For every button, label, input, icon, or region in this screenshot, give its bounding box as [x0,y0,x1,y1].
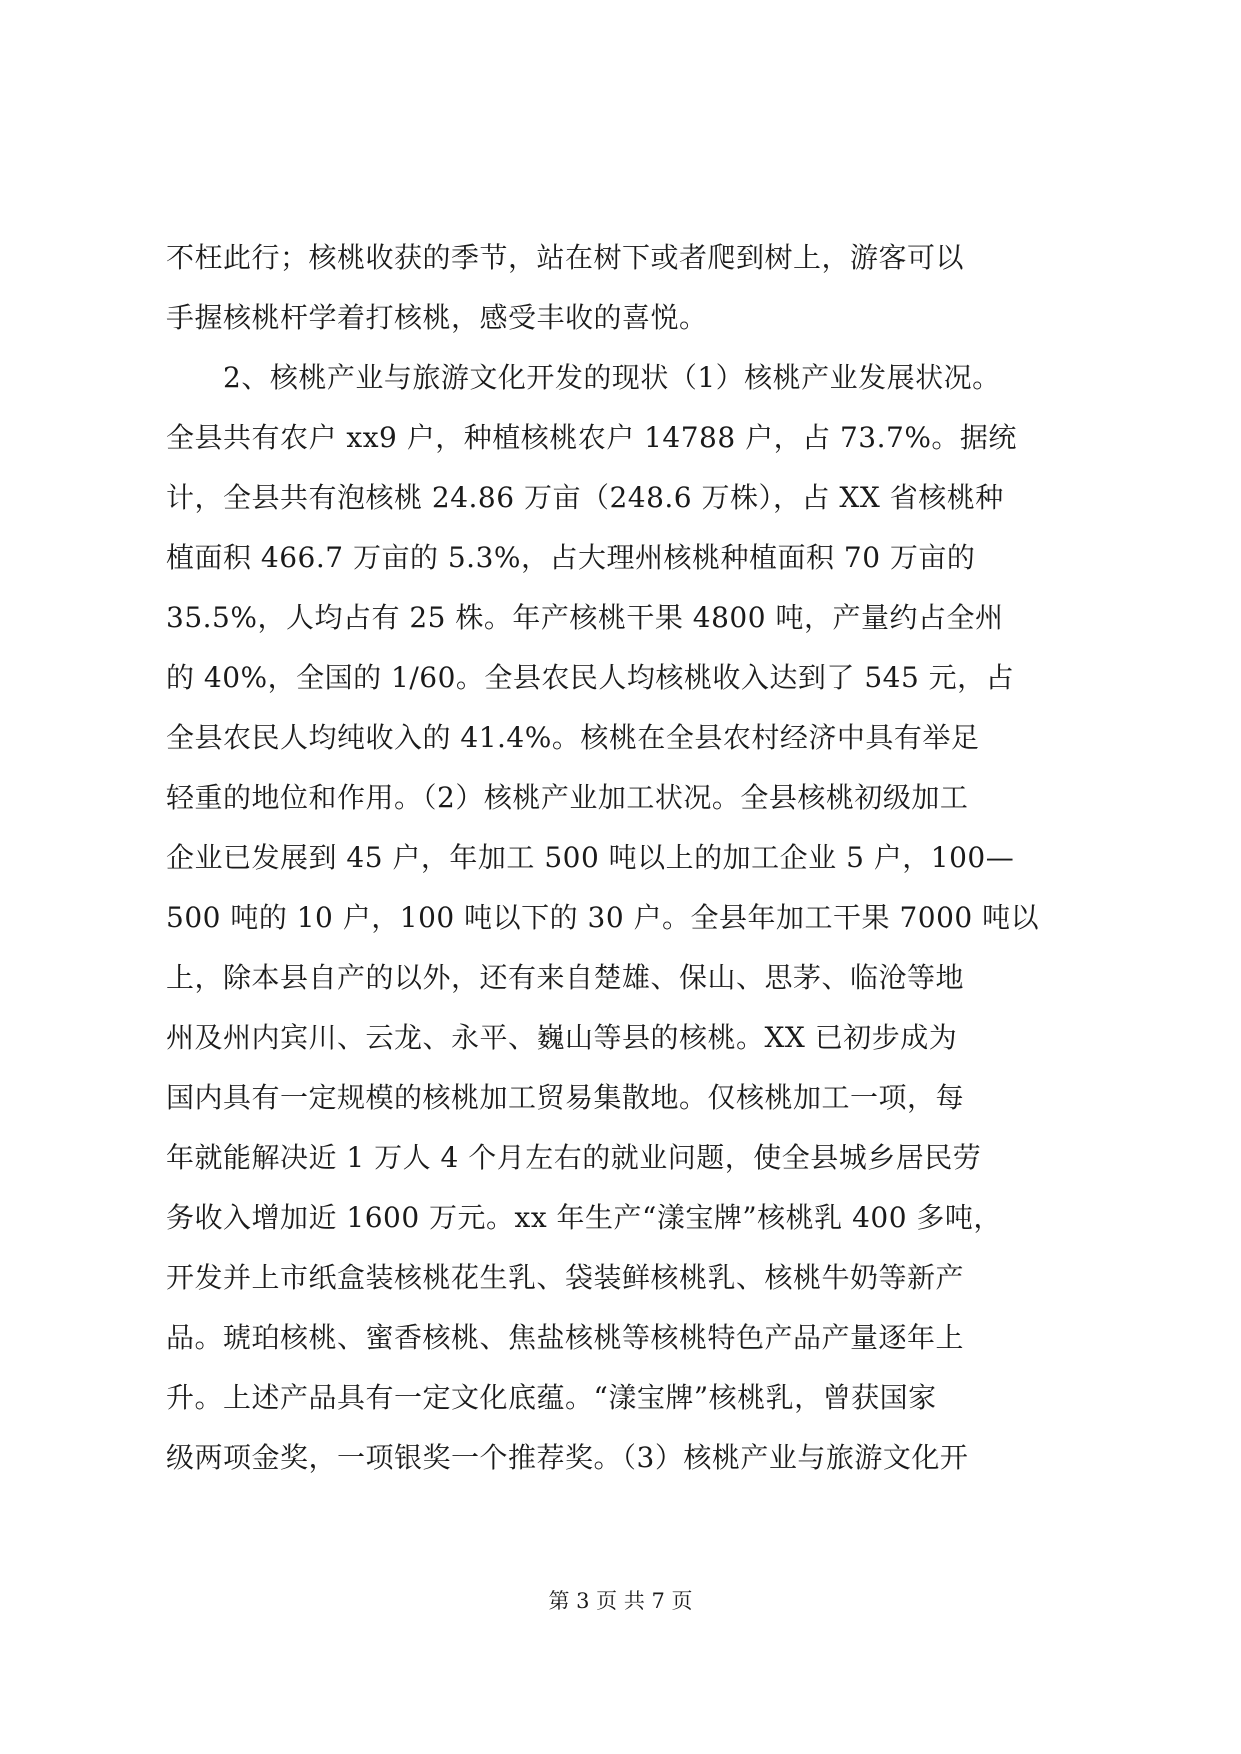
text-line: 全县农民人均纯收入的 41.4%。核桃在全县农村经济中具有举足 [166,721,980,754]
text-line: 不枉此行；核桃收获的季节，站在树下或者爬到树上，游客可以 [166,241,965,274]
text-line: 植面积 466.7 万亩的 5.3%，占大理州核桃种植面积 70 万亩的 [166,541,976,574]
text-line: 2、核桃产业与旅游文化开发的现状（1）核桃产业发展状况。 [166,361,1001,394]
body-text [166,228,1086,1488]
text-line: 500 吨的 10 户，100 吨以下的 30 户。全县年加工干果 7000 吨以 [166,901,1040,934]
text-line: 全县共有农户 xx9 户，种植核桃农户 14788 户，占 73.7%。据统 [166,421,1017,454]
text-line: 开发并上市纸盒装核桃花生乳、袋装鲜核桃乳、核桃牛奶等新产 [166,1261,965,1294]
text-line: 35.5%，人均占有 25 株。年产核桃干果 4800 吨，产量约占全州 [166,601,1004,634]
text-line: 级两项金奖，一项银奖一个推荐奖。（3）核桃产业与旅游文化开 [166,1441,969,1474]
text-line: 务收入增加近 1600 万元。xx 年生产“漾宝牌”核桃乳 400 多吨， [166,1201,1002,1234]
text-line: 年就能解决近 1 万人 4 个月左右的就业问题，使全县城乡居民劳 [166,1141,982,1174]
text-line: 手握核桃杆学着打核桃，感受丰收的喜悦。 [166,301,708,334]
text-line: 轻重的地位和作用。（2）核桃产业加工状况。全县核桃初级加工 [166,781,969,814]
text-line: 计，全县共有泡核桃 24.86 万亩（248.6 万株），占 XX 省核桃种 [166,481,1004,514]
text-line: 州及州内宾川、云龙、永平、巍山等县的核桃。XX 已初步成为 [166,1021,958,1054]
text-line: 品。琥珀核桃、蜜香核桃、焦盐核桃等核桃特色产品产量逐年上 [166,1321,965,1354]
text-line: 升。上述产品具有一定文化底蕴。“漾宝牌”核桃乳，曾获国家 [166,1381,937,1414]
page-number-footer: 第 3 页 共 7 页 [548,1589,693,1613]
text-line: 企业已发展到 45 户，年加工 500 吨以上的加工企业 5 户，100— [166,841,1015,874]
text-line: 国内具有一定规模的核桃加工贸易集散地。仅核桃加工一项，每 [166,1081,965,1114]
text-line: 的 40%，全国的 1/60。全县农民人均核桃收入达到了 545 元，占 [166,661,1015,694]
text-line: 上，除本县自产的以外，还有来自楚雄、保山、思茅、临沧等地 [166,961,965,994]
